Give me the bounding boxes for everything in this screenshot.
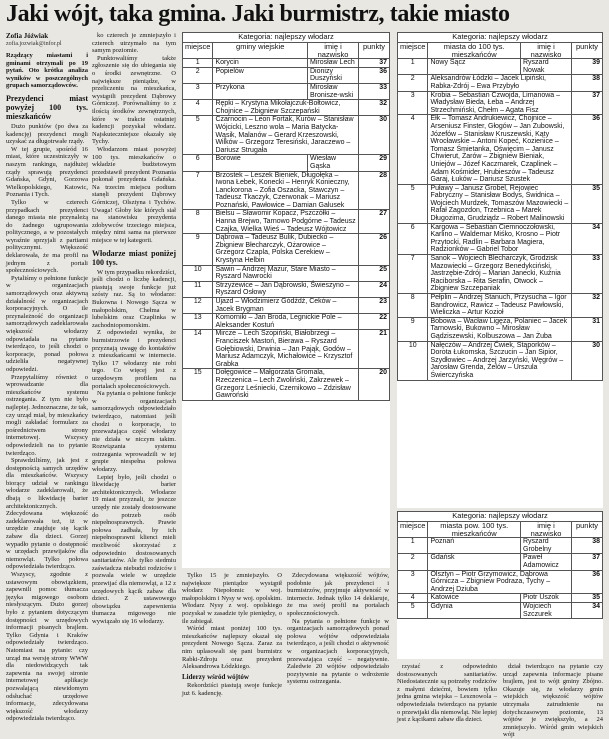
table-row <box>183 369 390 400</box>
column-header: imię i nazwisko <box>308 43 359 59</box>
paragraph: Pytaliśmy o pełnione funkcje w organizacjach samorządowych oraz aktywną działalność w organizacjach korporacyjnych. O ile przynależność do organizacji samorządowych zadeklarowała większość włodarzy odpowiadała na pytanie twierdząco, to jeśli chodzi o korporacje, ponad połowa udzieliła negatywnej odpowiedzi. <box>6 274 88 373</box>
points-cell: 34 <box>572 602 603 618</box>
rank-cell: 10 <box>183 265 213 281</box>
rank-cell: 2 <box>183 67 213 83</box>
place-cell: Dąbrowa – Tadeusz Bulik, Dubiecko – Zbigniew Błecharczyk, Ożarowice – Grzegorz Czapla, Polska Cerekiew – Krystyna Helbin <box>213 234 359 265</box>
rank-cell: 2 <box>398 75 428 91</box>
paragraph: Zdecydowana większość wójtów, podobnie jak prezydenci i burmistrzów, przyjmuje aktywność w internecie. Jednak tylko 14 deklaruje, że ma swój profil na portalach społecznościowych. <box>287 572 389 617</box>
author-email[interactable]: zofia.jozwiak@infor.pl <box>6 41 62 47</box>
ranking-table-big-cities <box>397 511 603 659</box>
rank-cell: 5 <box>398 184 428 223</box>
article-column-3 <box>182 572 282 730</box>
table-row <box>183 59 390 68</box>
table-row <box>398 75 603 91</box>
paragraph: Tylko 15 je zmniejszyło. O największe pieniądze wystąpił włodarz Niepołomic w woj. małopolskim i Nysy w woj. opolskim. Włodarz Nysy z woj. opolskiego pozyskał w zasadzie tyle pieniędzy, o ile zabiegał. <box>182 572 282 625</box>
points-cell: 38 <box>572 75 603 91</box>
rank-cell: 3 <box>398 570 428 594</box>
name-cell: Piotr Uszok <box>521 594 572 603</box>
place-cell: Sawin – Andrzej Mazur, Stare Miasto – Ryszard Nawrocki <box>213 265 359 281</box>
paragraph: Przepytaliśmy również o wprowadzanie dla mieszkańców systemu ostrzegania. Z tym nie było najlepiej. Jednoznaczne, że tak, czy urząd miał, by mieszkańcy mogli zakładać formularz za pośrednictwem strony internetowej. Wszyscy odpowiedzieli na to pytanie twierdząco. <box>6 373 88 457</box>
table-row <box>183 116 390 155</box>
points-cell: 35 <box>572 184 603 223</box>
points-cell: 20 <box>359 369 390 400</box>
place-cell: Ujazd – Włodzimierz Gódźdź, Ceków – Jacek Brygman <box>213 298 359 314</box>
points-cell: 32 <box>359 100 390 116</box>
place-cell: Komorniki – Jan Broda, Legnickie Pole – Aleksander Kostuń <box>213 314 359 330</box>
paragraph: rzystać z odpowiednio dostosowanych sanitariatów. Niedostatecznie są potrzeby rodziców z małymi dziećmi, bowiem tylko jedna gmina wiejska – Lesznowola – odpowiedziała twierdząco na pytanie o przewijaki dla niemowląt. Nie lepiej jest z kącikami zabaw dla dzieci. <box>397 663 497 724</box>
table-row <box>398 294 603 318</box>
points-cell: 22 <box>359 314 390 330</box>
place-cell: Katowice <box>428 594 521 603</box>
rank-cell: 5 <box>183 116 213 155</box>
place-cell: Pełplin – Andrzej Stanuch, Przysucha – Igor Bandrowicz, Rawicz – Tadeusz Pawłowski, Wieliczka – Artur Kozioł <box>428 294 572 318</box>
table-row <box>183 100 390 116</box>
rank-cell: 14 <box>183 330 213 369</box>
place-cell: Gdynia <box>428 602 521 618</box>
table-row <box>183 281 390 297</box>
author-name: Zofia Jóźwiak <box>6 32 49 40</box>
place-cell: Czarnocin – Leon Fortak, Kurów – Stanisław Wójcicki, Leszno wola – Maria Batycka-Wąsik, Malanów – Gerard Krzeszowski, Wilków – Grzegorz Teresiński, Jaraczewo – Dariusz Strugała <box>213 116 359 155</box>
rank-cell: 13 <box>183 314 213 330</box>
table-row <box>183 210 390 234</box>
table-row <box>398 91 603 115</box>
place-cell: Gdańsk <box>428 554 521 570</box>
points-cell: 33 <box>359 83 390 99</box>
table-row <box>183 265 390 281</box>
paragraph: Z odpowiedzi wynika, że burmistrzowie i prezydenci przyznają uwagę do kontaktów z mieszkańcami w internecie. Tylko 17 włodarzy nie robi tego. Co więcej jest z urzędowym profilem na portalach społecznościowych. <box>92 329 176 390</box>
points-cell: 28 <box>359 171 390 210</box>
points-cell: 37 <box>572 91 603 115</box>
column-header: punkty <box>359 43 390 59</box>
column-header: gminy wiejskie <box>213 43 308 59</box>
rank-cell: 2 <box>398 554 428 570</box>
points-cell: 30 <box>359 116 390 155</box>
place-cell: Popielów <box>213 67 308 83</box>
place-cell: Ełk – Tomasz Andrukiewicz, Chojnice – Arseniusz Finster, Głogów – Jan Zubowski, Józefów – Stanisław Kruszewski, Kąty Wrocławskie – Antoni Kopeć, Kozienice – Tomasz Śmietanka, Oświęcim – Janusz Chwierut, Żarów – Zbigniew Bieniak, Uniejów – Józef Kaczmarek, Czaplinek – Adam Kośmider, Hrubieszów – Tadeusz Garaj, Łuków – Dariusz Szustek <box>428 115 572 184</box>
table-row <box>398 594 603 603</box>
rank-cell: 1 <box>183 59 213 68</box>
points-cell: 24 <box>359 281 390 297</box>
points-cell: 37 <box>359 59 390 68</box>
rank-cell: 6 <box>183 155 213 171</box>
name-cell: Mirosław Lech <box>308 59 359 68</box>
place-cell: Bobowa – Wacław Ligęza, Polaniec – Jacek Tarnowski, Bukowno – Mirosław Gądziszewski, Kolbuszowa – Jan Żuba <box>428 317 572 341</box>
ranking-table-rural <box>182 32 390 568</box>
points-cell: 32 <box>572 294 603 318</box>
rank-cell: 1 <box>398 538 428 554</box>
column-header: miejsce <box>398 522 428 538</box>
paragraph: Włodarzom miast powyżej 100 tys. mieszkańców o wkładzie budżetowym przedstawił prezydent Poznania pokonał prezydenta Gdańska. Na trzecim miejscu podium stanęli prezydent Dąbrowy Górniczej, Olsztyna i Tychów. Uwaga! Głoby kie których siał na stanowisku prezydenta zdobywców trzeciego miejsca, między nimi sama na pierwsze miejsce w tej kategorii. <box>92 145 176 245</box>
paragraph: dział twierdząco na pytanie czy urząd zapewnia informacje pisane brajlem, jest to wójt gminy Zbójno. Okazuje się, że włodarzy gmin wiejskich większość wójtów utrzymała zatrudnienie na dotychczasowym poziomie, 13 wójtów je zwiększyło, a 24 zmniejszyło. Wśród gmin wiejskich wójt <box>503 663 603 739</box>
table-row <box>183 83 390 99</box>
paragraph: Rekordziści piastują swoje funkcje już 6. kadencję. <box>182 682 282 697</box>
table-row <box>183 155 390 171</box>
rank-cell: 5 <box>398 602 428 618</box>
table-row <box>183 67 390 83</box>
table-row <box>183 330 390 369</box>
table-row <box>183 171 390 210</box>
place-cell: Nałęczów – Andrzej Ćwiek, Stąporków – Dorota Łukomska, Szczucin – Jan Sipior, Szydłowiec – Andrzej Jarzyński, Węgrów – Jarosław Grenda, Żelów – Urszula Świerczyńska <box>428 341 572 380</box>
place-cell: Rępki – Krystyna Mikołajczuk-Bołtowicz, Chojnice – Zbigniew Szczepański <box>213 100 359 116</box>
place-cell: Mircze – Lech Szopiński, Białobrzegi – Franciszek Mastoń, Bierawa – Ryszard Gołębiowski, Drwinia – Jan Pająk, Godów – Mariusz Adamczyk, Michałowice – Krzysztof Grabka <box>213 330 359 369</box>
paragraph: Na pytania o pełnione funkcje w organizacjach samorządowych ponad połowa wójtów odpowiedziała twierdząco, a jeśli chodzi o aktywność w organizacjach korporacyjnych, przeważająca część – negatywnie. Zaledwie 20 wójtów odpowiedziało pozytywnie na pytanie o wdrożenie systemu ostrzegania. <box>287 617 389 686</box>
rank-cell: 1 <box>398 59 428 75</box>
table-row <box>398 538 603 554</box>
article-column-4 <box>287 572 389 730</box>
paragraph: Tylko w czterech przypadkach prezydenci danego miasta nie przynależą do żadnego ugrupowania politycznego, a w pozostałych wyraźnie sprzyjali z partiami politycznymi. Większość deklarowała, że ma profil na jednym z portali społecznościowych. <box>6 198 88 275</box>
rank-cell: 7 <box>183 171 213 210</box>
table-category: Kategoria: najlepszy włodarz <box>398 33 603 43</box>
table-row <box>398 184 603 223</box>
place-cell: Olsztyn – Piotr Grzymowicz, Dąbrowa Górnicza – Zbigniew Podraza, Tychy – Andrzej Dziuba <box>428 570 572 594</box>
paragraph: Lepiej było, jeśli chodzi o likwidację barier architektonicznych. Włodarze 19 miast przyznali, że jeszcze urzędy nie zostały dostosowane do potrzeb osób niepełnosprawnych. Prawie połowa zadbała, by ich niepełnosprawni klienci mieli możliwość skorzystać z odpowiednio dostosowanych sanitariatów. Ale tylko siedmiu zaświadcza niebudzi rodziców i pozwala wiele w urzędzie przewijać dla niemowląt, a 12 z urzędowych kącik zabaw dla dzieci. Z ustawowego obowiązku zapewnienia tłumacza migowego nie wywiązało się 16 włodarzy. <box>92 473 176 625</box>
table-row <box>398 59 603 75</box>
rank-cell: 8 <box>183 210 213 234</box>
paragraph: W tym przypadku rekordziści, jeśli chodzi o liczbę kadencji, piastują swoje funkcje już szósty raz. Są to włodarze: Bukowna i Nowego Sącza w małopolskim, Chełma w lubelskim oraz Czaplinka w zachodniopomorskim. <box>92 268 176 329</box>
table-category: Kategoria: najlepszy włodarz <box>183 33 390 43</box>
rank-cell: 7 <box>398 255 428 294</box>
table-row <box>398 255 603 294</box>
column-header: miasta pow. 100 tys. mieszkańców <box>428 522 521 538</box>
points-cell: 36 <box>359 67 390 83</box>
place-cell: Strzyżewice – Jan Dąbrowski, Świeszyno – Ryszard Osłowy <box>213 281 359 297</box>
table-row <box>398 341 603 380</box>
place-cell: Poznań <box>428 538 521 554</box>
page-headline: Jaki wójt, taka gmina. Jaki burmistrz, takie miasto <box>6 1 510 27</box>
rank-cell: 9 <box>398 317 428 341</box>
rank-cell: 4 <box>398 115 428 184</box>
rank-cell: 15 <box>183 369 213 400</box>
rank-cell: 11 <box>183 281 213 297</box>
column-header: miejsce <box>398 43 428 59</box>
paragraph: Wszyscy, zgodnie z ustawowym obowiązkiem, zapewnili pomoc tłumacza języka migowego osobom niesłyszącym. Dużo gorzej było z pytaniem dotyczącym dostępności w urzędowych informacji pisanych brajlem. Tylko Gdynia i Kraków odpowiedziały twierdząco. Natomiast na pytanie: czy urząd ma wersję strony WWW dla niedowidzących tak zapewnia na swojej stronie internetowej aplikacje pozwalającą niewidomym odsłuchać urzędowe informacje, zdecydowana większość włodarzy odpowiedziała twierdząco. <box>6 571 88 723</box>
rank-cell: 9 <box>183 234 213 265</box>
table-row <box>183 234 390 265</box>
column-header: punkty <box>572 522 603 538</box>
points-cell: 39 <box>572 59 603 75</box>
ranking-table-small-cities <box>397 32 603 508</box>
column-header: imię i nazwisko <box>521 43 572 59</box>
points-cell: 38 <box>572 538 603 554</box>
table-row <box>183 314 390 330</box>
paragraph: Dużo punktów (po dwa za kadencję) prezydenci mogli uzyskać za długotrwałe rządy. <box>6 122 88 146</box>
table-row <box>398 570 603 594</box>
table-row <box>398 223 603 254</box>
rank-cell: 4 <box>398 594 428 603</box>
paragraph: Punktowaliśmy także zgłoszenie się do ubiegania się o środki zewnętrzne. O największe pieniądze, w przeliczeniu na mieszkańca, wystąpili prezydent Dąbrowy Górniczej. Porównaliśmy to z ilością środków zewnętrznych, które w trakcie ostatniej kadencji pozyskał włodarz. Najskuteczniejsze okazały się Tychy. <box>92 54 176 146</box>
place-cell: Bielsu – Sławomir Kopacz, Pszczółki – Hanna Brejwo, Tarnowo Podgórne – Tadeusz Czajka, Wielka Wieś – Tadeusz Wójtowicz <box>213 210 359 234</box>
points-cell: 21 <box>359 330 390 369</box>
points-cell: 23 <box>359 298 390 314</box>
article-lead: Rządzący miastami i gminami otrzymali po 19 pytań. Oto krótka analiza wyników w poszczególnych grupach samorządowców. <box>6 52 88 90</box>
subheading-rural-leaders: Liderzy wśród wójtów <box>182 672 249 681</box>
article-column-6 <box>503 663 603 739</box>
table-row <box>398 115 603 184</box>
place-cell: Nowy Sącz <box>428 59 521 75</box>
subheading-small-cities: Włodarze miast poniżej 100 tys. <box>92 248 176 267</box>
points-cell: 37 <box>572 554 603 570</box>
name-cell: Paweł Adamowicz <box>521 554 572 570</box>
place-cell: Borowie <box>213 155 308 171</box>
rank-cell: 8 <box>398 294 428 318</box>
paragraph: Wśród miast poniżej 100 tys. mieszkańców najlepszy okazał się prezydent Nowego Sącza. Zaraz za nim uplasowali się pani burmistrz Rabki-Zdroju oraz prezydent Aleksandrowa Łódzkiego. <box>182 625 282 671</box>
points-cell: 36 <box>572 115 603 184</box>
rank-cell: 12 <box>183 298 213 314</box>
place-cell: Brzostek – Leszek Bieniek, Długołęka – Iwona Łebek, Konecki – Henryk Konieczny, Lanckorona – Zofia Oszacka, Stawczyn – Tadeusz Tkaczyk, Czerwonak – Mariusz Poznański, Pawłowice – Damian Galusek <box>213 171 359 210</box>
table-row <box>398 317 603 341</box>
points-cell: 27 <box>359 210 390 234</box>
points-cell: 34 <box>572 223 603 254</box>
table-row <box>183 298 390 314</box>
rank-cell: 3 <box>398 91 428 115</box>
rank-cell: 10 <box>398 341 428 380</box>
paragraph: ko czterech je zmniejszyło i czterech utrzymało na tym samym poziomie. <box>92 32 176 55</box>
paragraph: W tej grupie, spośród 16 miast, które uczestniczyły w naszym rankingu, najdłużej rządy sprawują prezydenci Gdańska, Gdyni, Gorzowa Wielkopolskiego, Katowic, Poznania i Tych. <box>6 145 88 199</box>
table-row <box>398 554 603 570</box>
points-cell: 26 <box>359 234 390 265</box>
place-cell: Krobia – Sebastian Czwojda, Limanowa – Władysław Bieda, Łeba – Andrzej Strzechmiński, Chełm – Agata Fisz <box>428 91 572 115</box>
name-cell: Wiesław Gąska <box>308 155 359 171</box>
place-cell: Puławy – Janusz Grobel, Rejowiec Fabryczny – Stanisław Bodys, Świdnica – Wojciech Murdzek, Tomaszów Mazowiecki – Rafał Zagozdon, Trzebnica – Marek Długozima, Grudziądz – Robert Malinowski <box>428 184 572 223</box>
name-cell: Ryszard Nowak <box>521 59 572 75</box>
rank-cell: 3 <box>183 83 213 99</box>
points-cell: 33 <box>572 255 603 294</box>
place-cell: Kargowa – Sebastian Ciemnoczołowski, Karlino – Waldemar Miśko, Krosno – Piotr Przytocki, Radlin – Barbara Magiera, Radzionków – Gabriel Tobor <box>428 223 572 254</box>
points-cell: 30 <box>572 341 603 380</box>
column-header: punkty <box>572 43 603 59</box>
table-row <box>398 602 603 618</box>
name-cell: Ryszard Grobelny <box>521 538 572 554</box>
place-cell: Dołęgowice – Małgorzata Gromala, Rzeczenica – Lech Zwoliński, Zakrzewek – Grzegorz Leśniecki, Czernikowo – Zdzisław Gawroński <box>213 369 359 400</box>
points-cell: 36 <box>572 570 603 594</box>
table-category: Kategoria: najlepszy włodarz <box>398 512 603 522</box>
points-cell: 35 <box>572 594 603 603</box>
rank-cell: 4 <box>183 100 213 116</box>
paragraph: Na pytania o pełnione funkcje w organizacjach samorządowych odpowiedziało twierdząco, natomiast jeśli chodzi o korporacje, to przeważająca część włodarzy nie działa w niczym takim. Rozwiązania systemu ostrzegania wprowadzili w tej grupie niespełna połowa włodarzy. <box>92 390 176 474</box>
place-cell: Sanok – Wojciech Blecharczyk, Grodzisk Mazowiecki – Grzegorz Benedykciński, Jastrzębie-Zdrój – Marian Janecki, Kuźnia Raciborska – Rita Serafin, Otwock – Zbigniew Szczepaniak <box>428 255 572 294</box>
article-column-5 <box>397 663 497 731</box>
place-cell: Aleksandrów Łódzki – Jacek Lipiński, Rabka-Zdrój – Ewa Przybyło <box>428 75 572 91</box>
column-header: imię i nazwisko <box>521 522 572 538</box>
points-cell: 31 <box>572 317 603 341</box>
name-cell: Dionizy Duszyński <box>308 67 359 83</box>
paragraph: Sprawdziliśmy, jak jest z dostępnością samych urzędów dla mieszkańców. Wszyscy biorący udział w rankingu włodarze zadeklarowali, że dbają o likwidację barier architektonicznych. Zdecydowana większość zadeklarowała też, iż w urzędzie znajduje się kącik zabaw dla dzieci. Gorzej wypadło pytanie o dostępność w urzędach przewijaków dla niemowląt. Tylko połowa odpowiedziała twierdząco. <box>6 457 88 571</box>
place-cell: Korycin <box>213 59 308 68</box>
article-column-2 <box>92 32 176 732</box>
rank-cell: 6 <box>398 223 428 254</box>
points-cell: 25 <box>359 265 390 281</box>
column-header: miejsce <box>183 43 213 59</box>
name-cell: Mirosław Bronisze-wski <box>308 83 359 99</box>
article-column-1 <box>6 32 88 732</box>
place-cell: Przykona <box>213 83 308 99</box>
subheading-big-cities: Prezydenci miast powyżej 100 tys. mieszkańców <box>6 93 88 121</box>
column-header: miasta do 100 tys. mieszkańców <box>428 43 521 59</box>
name-cell: Wojciech Szczurek <box>521 602 572 618</box>
points-cell: 29 <box>359 155 390 171</box>
